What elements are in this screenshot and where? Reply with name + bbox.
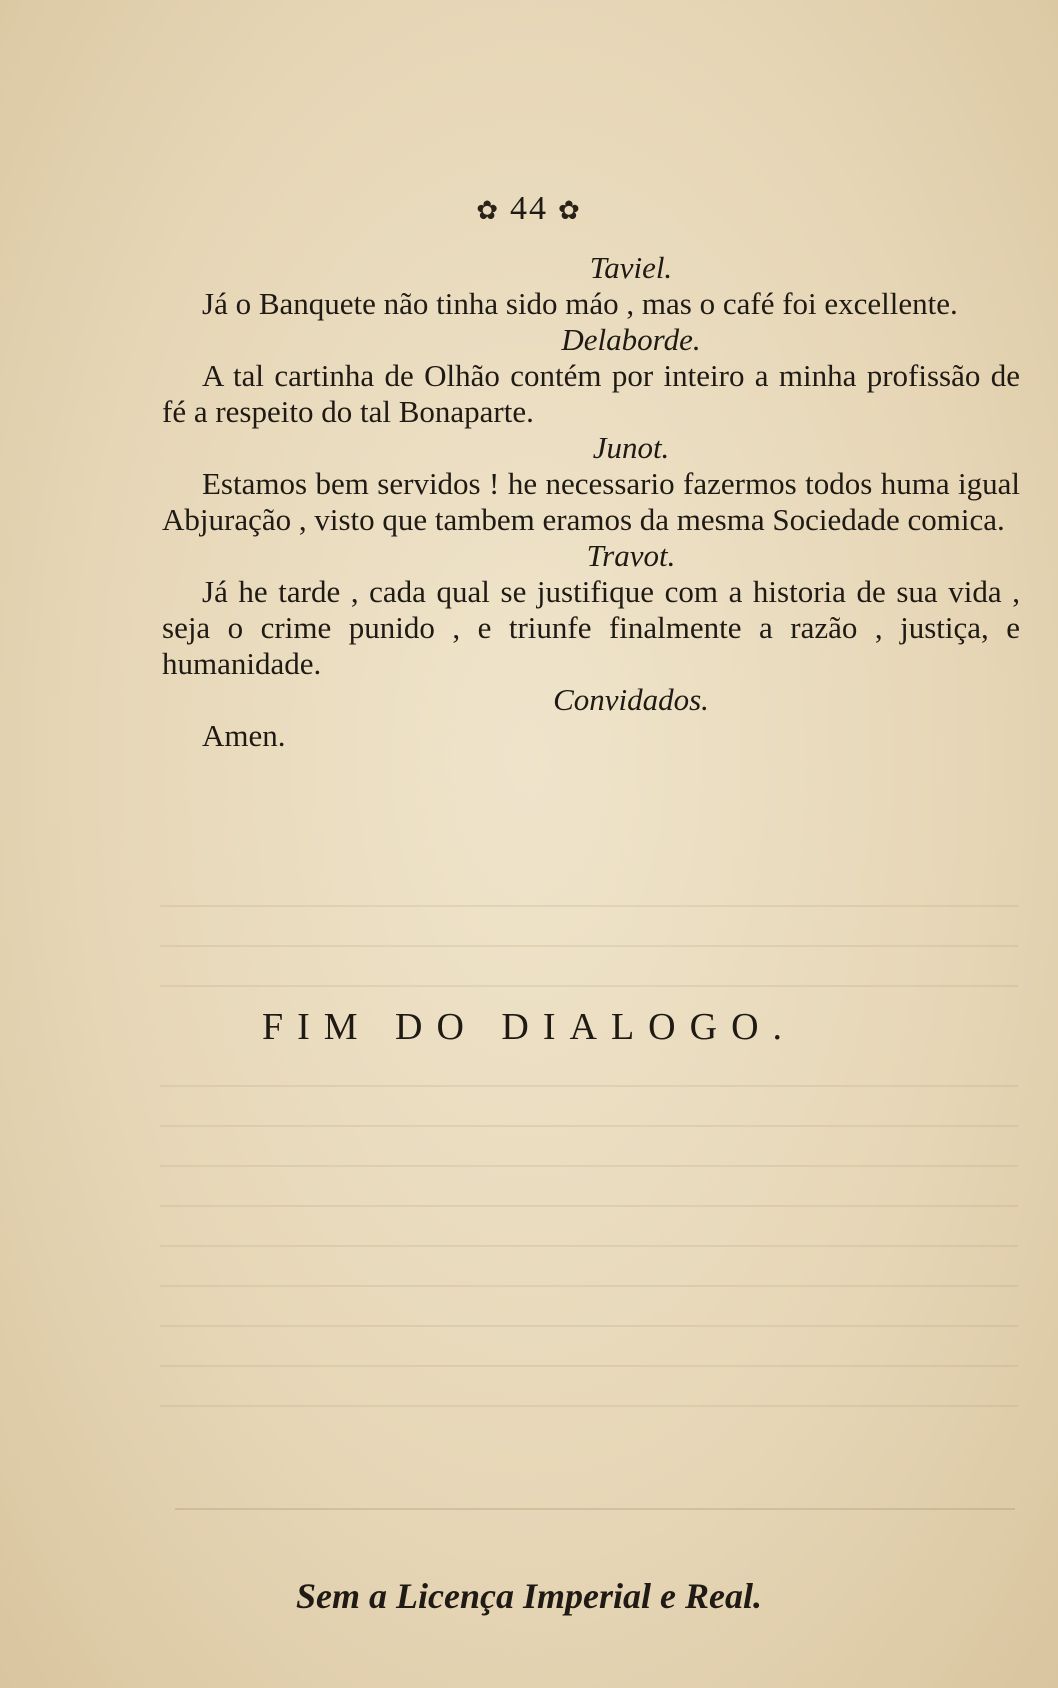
page-number: 44 (510, 190, 548, 227)
speaker-name: Taviel. (589, 250, 673, 285)
page-number-header (0, 190, 1058, 228)
speaker-name: Convidados. (553, 682, 709, 717)
speech-text: A tal cartinha de Olhão contém por inteiro a minha profissão de fé a respeito do tal Bonaparte. (162, 358, 1020, 429)
speech-text: Já o Banquete não tinha sido máo , mas o café foi excellente. (202, 286, 958, 321)
speech-text: Já he tarde , cada qual se justifique com a historia de sua vida , seja o crime punido , e triunfe finalmente a razão , justiça, e humanidade. (162, 574, 1020, 681)
license-line: Sem a Licença Imperial e Real. (296, 1576, 762, 1616)
speaker-name: Delaborde. (561, 322, 701, 357)
flower-ornament-icon: ✿ (558, 196, 582, 225)
speech-text: Amen. (202, 718, 286, 753)
divider (175, 1508, 1015, 1510)
closing-title: FIM DO DIALOGO. (261, 1006, 797, 1048)
speaker-name: Junot. (592, 430, 670, 465)
dialogue-body (162, 250, 1020, 754)
speaker-name: Travot. (586, 538, 676, 573)
speech-text: Estamos bem servidos ! he necessario fazermos todos huma igual Abjuração , visto que tambem eramos da mesma Sociedade comica. (162, 466, 1020, 537)
flower-ornament-icon: ✿ (476, 196, 500, 225)
